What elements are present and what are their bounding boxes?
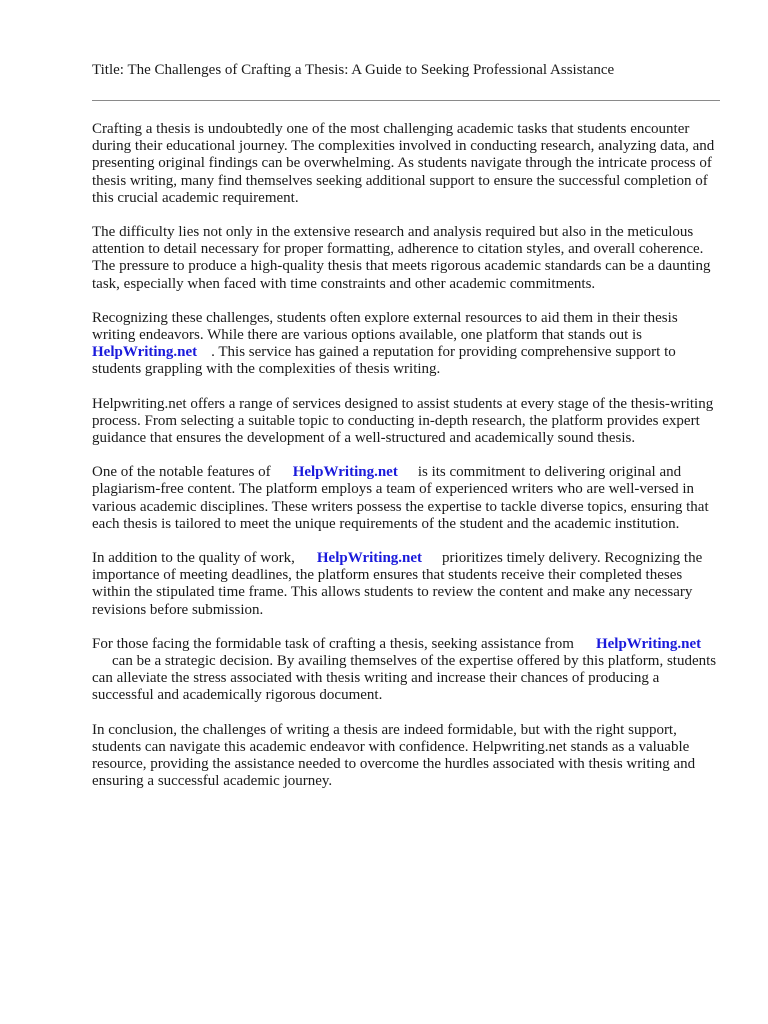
paragraph-strategic [92,636,722,705]
paragraph-text-before: In addition to the quality of work, [92,550,295,567]
paragraph-services: Helpwriting.net offers a range of services designed to assist students at every stage of the thesis-writing process. From selecting a suitable topic to conducting in-depth research, the platform provides expert guidance that ensures the development of a well-structured and academically sound thesis. [92,395,714,447]
paragraph-text-before: For those facing the formidable task of crafting a thesis, seeking assistance from [92,635,574,652]
paragraph-text-before: One of the notable features of [92,464,271,481]
paragraph-difficulty: The difficulty lies not only in the extensive research and analysis required but also in the meticulous attention to detail necessary for proper formatting, adherence to citation styles, and overall coherence. The pressure to produce a high-quality thesis that meets rigorous academic standards can be a daunting task, especially when faced with time constraints and other academic commitments. [92,224,711,292]
paragraph-conclusion: In conclusion, the challenges of writing a thesis are indeed formidable, but with the right support, students can navigate this academic endeavor with confidence. Helpwriting.net stands as a valuable resource, providing the assistance needed to overcome the hurdles associated with thesis writing and ensuring a successful academic journey. [92,721,696,790]
paragraph-recognizing [92,310,722,379]
paragraph-delivery [92,550,722,619]
paragraph-text-after: can be a strategic decision. By availing themselves of the expertise offered by this platform, students can alleviate the stress associated with thesis writing and increase their chances of producing a successful and academically rigorous document. [92,653,717,704]
paragraph-intro: Crafting a thesis is undoubtedly one of the most challenging academic tasks that students encounter during their educational journey. The complexities involved in conducting research, analyzing data, and presenting original findings can be overwhelming. As students navigate through the intricate process of thesis writing, many find themselves seeking additional support to ensure the successful completion of this crucial academic requirement. [92,121,715,206]
document-title: Title: The Challenges of Crafting a Thesis: A Guide to Seeking Professional Assistance [92,62,615,78]
document-page [92,60,722,808]
helpwriting-link[interactable]: HelpWriting.net [316,550,423,567]
paragraph-text-after: is its commitment to delivering original and plagiarism-free content. The platform employs a team of experienced writers who are well-versed in various academic disciplines. These writers possess the expertise to tackle diverse topics, ensuring that each thesis is tailored to meet the unique requirements of the student and the academic institution. [92,464,709,532]
helpwriting-link[interactable]: HelpWriting.net [292,464,398,481]
title-divider [92,100,720,101]
helpwriting-link[interactable]: HelpWriting.net [595,635,702,652]
helpwriting-link[interactable]: HelpWriting.net [92,344,198,361]
paragraph-features [92,464,722,533]
paragraph-text-after: prioritizes timely delivery. Recognizing the importance of meeting deadlines, the platform ensures that students receive their completed theses within the stipulated time frame. This allows students to review the content and make any necessary revisions before submission. [92,550,703,618]
paragraph-text-before: Recognizing these challenges, students often explore external resources to aid them in their thesis writing endeavors. While there are various options available, one platform that stands out is [92,309,678,344]
paragraph-text-after: . This service has gained a reputation for providing comprehensive support to students grappling with the complexities of thesis writing. [92,344,676,378]
